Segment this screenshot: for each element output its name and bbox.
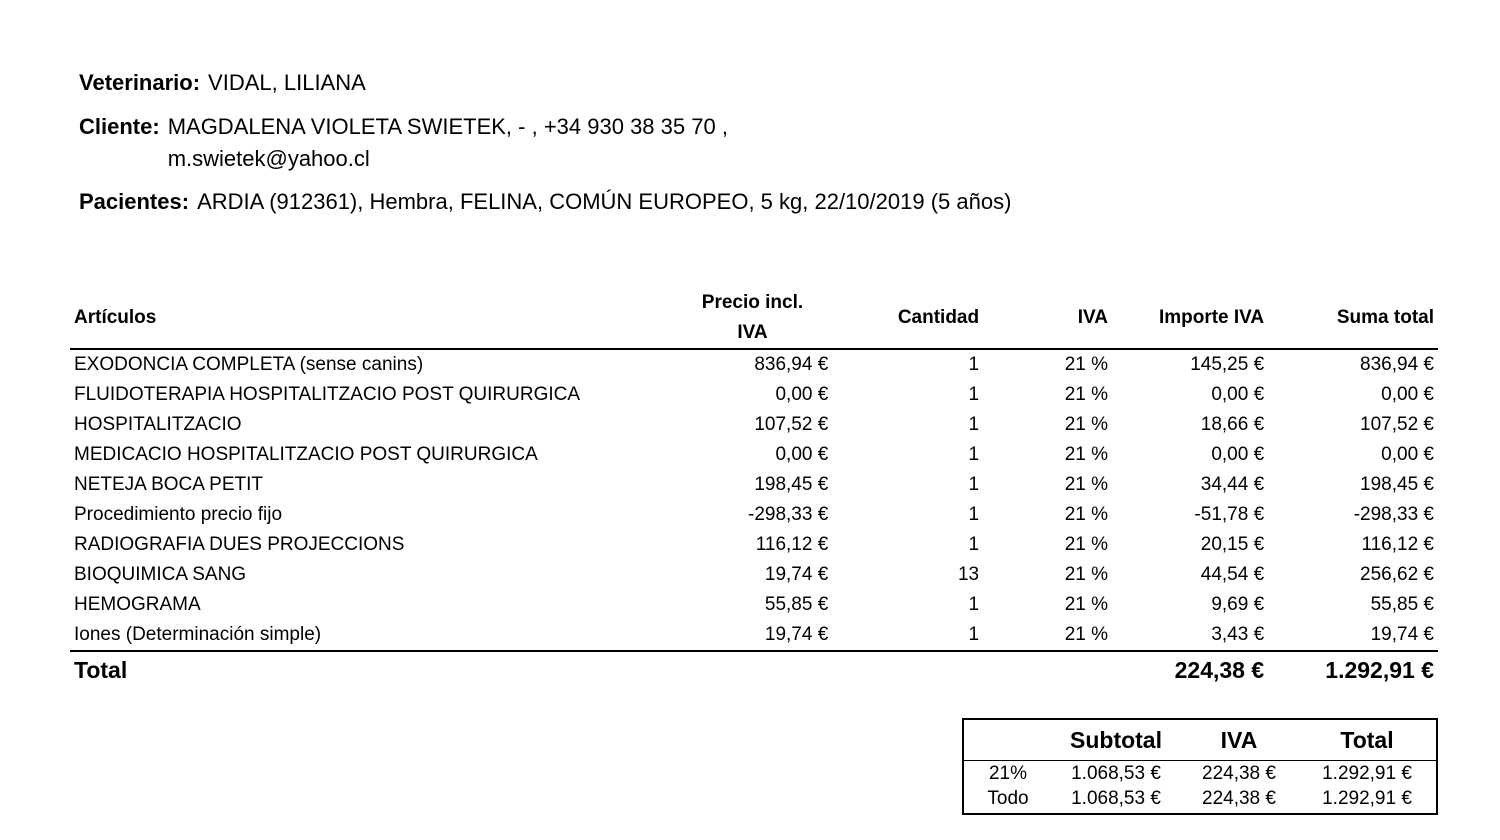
summary-header-row xyxy=(964,720,1436,761)
item-precio: -298,33 € xyxy=(748,504,829,525)
item-row xyxy=(70,470,1438,500)
cliente-value: MAGDALENA VIOLETA SWIETEK, - , +34 930 38 35 70 , m.swietek@yahoo.cl xyxy=(167,114,728,171)
item-importe-iva: 3,43 € xyxy=(1211,624,1265,645)
item-iva: 21 % xyxy=(1064,594,1109,615)
item-articulo: FLUIDOTERAPIA HOSPITALITZACIO POST QUIRURGICA xyxy=(74,384,581,405)
item-row xyxy=(70,530,1438,560)
item-articulo: Iones (Determinación simple) xyxy=(74,624,322,645)
summary-row xyxy=(964,761,1436,787)
summary-iva: 224,38 € xyxy=(1202,762,1276,784)
item-precio: 116,12 € xyxy=(755,534,829,555)
items-header-row xyxy=(70,288,1438,349)
summary-body xyxy=(964,761,1436,812)
summary-total: 1.292,91 € xyxy=(1322,762,1412,784)
item-row xyxy=(70,590,1438,620)
summary-col-iva: IVA xyxy=(1180,720,1298,761)
veterinario-value: VIDAL, LILIANA xyxy=(208,70,366,95)
col-precio-line2: IVA xyxy=(737,322,768,343)
item-importe-iva: 44,54 € xyxy=(1200,564,1265,585)
veterinario-label: Veterinario: xyxy=(79,70,201,95)
item-suma-total: 55,85 € xyxy=(1370,594,1434,615)
summary-col-total: Total xyxy=(1298,720,1436,761)
item-row xyxy=(70,620,1438,651)
item-importe-iva: 145,25 € xyxy=(1190,354,1265,375)
item-cantidad: 1 xyxy=(968,474,980,495)
pacientes-value: ARDIA (912361), Hembra, FELINA, COMÚN EUROPEO, 5 kg, 22/10/2019 (5 años) xyxy=(197,189,1012,214)
item-articulo: HOSPITALITZACIO xyxy=(74,414,242,435)
item-cantidad: 1 xyxy=(968,594,980,615)
item-articulo: HEMOGRAMA xyxy=(74,594,201,615)
item-importe-iva: 0,00 € xyxy=(1211,384,1265,405)
item-suma-total: 198,45 € xyxy=(1360,474,1434,495)
col-importe-iva: Importe IVA xyxy=(1112,288,1268,349)
item-cantidad: 1 xyxy=(968,414,980,435)
item-suma-total: 0,00 € xyxy=(1381,384,1434,405)
item-iva: 21 % xyxy=(1064,354,1109,375)
item-suma-total: 836,94 € xyxy=(1360,354,1434,375)
item-precio: 55,85 € xyxy=(764,594,829,615)
item-precio: 19,74 € xyxy=(764,624,829,645)
col-precio-line1: Precio incl. xyxy=(701,292,804,313)
summary-rate: 21% xyxy=(988,762,1028,784)
item-cantidad: 1 xyxy=(968,354,980,375)
item-cantidad: 1 xyxy=(968,624,980,645)
summary-row xyxy=(964,786,1436,811)
item-iva: 21 % xyxy=(1064,534,1109,555)
item-precio: 107,52 € xyxy=(754,414,829,435)
item-iva: 21 % xyxy=(1064,624,1109,645)
summary-iva: 224,38 € xyxy=(1202,787,1276,809)
iva-summary-box xyxy=(962,718,1438,815)
summary-rate: Todo xyxy=(987,787,1029,809)
summary-subtotal: 1.068,53 € xyxy=(1071,762,1161,784)
item-importe-iva: -51,78 € xyxy=(1194,504,1265,525)
item-articulo: RADIOGRAFIA DUES PROJECCIONS xyxy=(74,534,405,555)
item-articulo: MEDICACIO HOSPITALITZACIO POST QUIRURGICA xyxy=(74,444,538,465)
item-row xyxy=(70,380,1438,410)
item-row xyxy=(70,349,1438,380)
item-importe-iva: 18,66 € xyxy=(1200,414,1265,435)
col-articulos: Artículos xyxy=(70,288,673,349)
item-articulo: EXODONCIA COMPLETA (sense canins) xyxy=(74,354,424,375)
item-cantidad: 1 xyxy=(968,534,980,555)
item-suma-total: 116,12 € xyxy=(1361,534,1434,555)
item-iva: 21 % xyxy=(1064,444,1109,465)
item-suma-total: 0,00 € xyxy=(1381,444,1434,465)
item-iva: 21 % xyxy=(1064,414,1109,435)
items-body xyxy=(70,349,1438,651)
col-cantidad: Cantidad xyxy=(832,288,983,349)
item-row xyxy=(70,410,1438,440)
col-iva: IVA xyxy=(983,288,1112,349)
pacientes-line xyxy=(79,186,1027,218)
item-row xyxy=(70,500,1438,530)
item-articulo: BIOQUIMICA SANG xyxy=(74,564,247,585)
item-iva: 21 % xyxy=(1064,384,1109,405)
item-row xyxy=(70,560,1438,590)
item-precio: 198,45 € xyxy=(754,474,829,495)
item-precio: 0,00 € xyxy=(775,384,829,405)
item-suma-total: -298,33 € xyxy=(1353,504,1434,525)
item-suma-total: 256,62 € xyxy=(1360,564,1434,585)
item-articulo: Procedimiento precio fijo xyxy=(74,504,283,525)
veterinario-line xyxy=(79,67,366,99)
item-suma-total: 19,74 € xyxy=(1370,624,1434,645)
item-precio: 0,00 € xyxy=(775,444,829,465)
item-iva: 21 % xyxy=(1064,564,1109,585)
total-row xyxy=(70,651,1438,688)
total-suma: 1.292,91 € xyxy=(1268,651,1438,688)
item-precio: 19,74 € xyxy=(764,564,829,585)
item-cantidad: 1 xyxy=(968,504,980,525)
iva-summary-table xyxy=(964,720,1436,811)
col-precio xyxy=(673,288,833,349)
item-suma-total: 107,52 € xyxy=(1360,414,1434,435)
pacientes-label: Pacientes: xyxy=(79,189,190,214)
item-iva: 21 % xyxy=(1064,474,1109,495)
cliente-line xyxy=(79,111,808,175)
total-importe-iva: 224,38 € xyxy=(1112,651,1268,688)
summary-subtotal: 1.068,53 € xyxy=(1071,787,1161,809)
items-table xyxy=(70,288,1438,688)
item-importe-iva: 34,44 € xyxy=(1200,474,1265,495)
item-cantidad: 1 xyxy=(968,444,980,465)
cliente-label: Cliente: xyxy=(79,114,160,139)
item-cantidad: 13 xyxy=(957,564,980,585)
item-importe-iva: 9,69 € xyxy=(1211,594,1265,615)
item-precio: 836,94 € xyxy=(754,354,829,375)
item-row xyxy=(70,440,1438,470)
total-label: Total xyxy=(70,651,673,688)
col-suma-total: Suma total xyxy=(1268,288,1438,349)
item-cantidad: 1 xyxy=(968,384,980,405)
item-articulo: NETEJA BOCA PETIT xyxy=(74,474,263,495)
item-importe-iva: 20,15 € xyxy=(1200,534,1265,555)
summary-total: 1.292,91 € xyxy=(1322,787,1412,809)
item-iva: 21 % xyxy=(1064,504,1109,525)
summary-col-subtotal: Subtotal xyxy=(1052,720,1180,761)
item-importe-iva: 0,00 € xyxy=(1211,444,1265,465)
